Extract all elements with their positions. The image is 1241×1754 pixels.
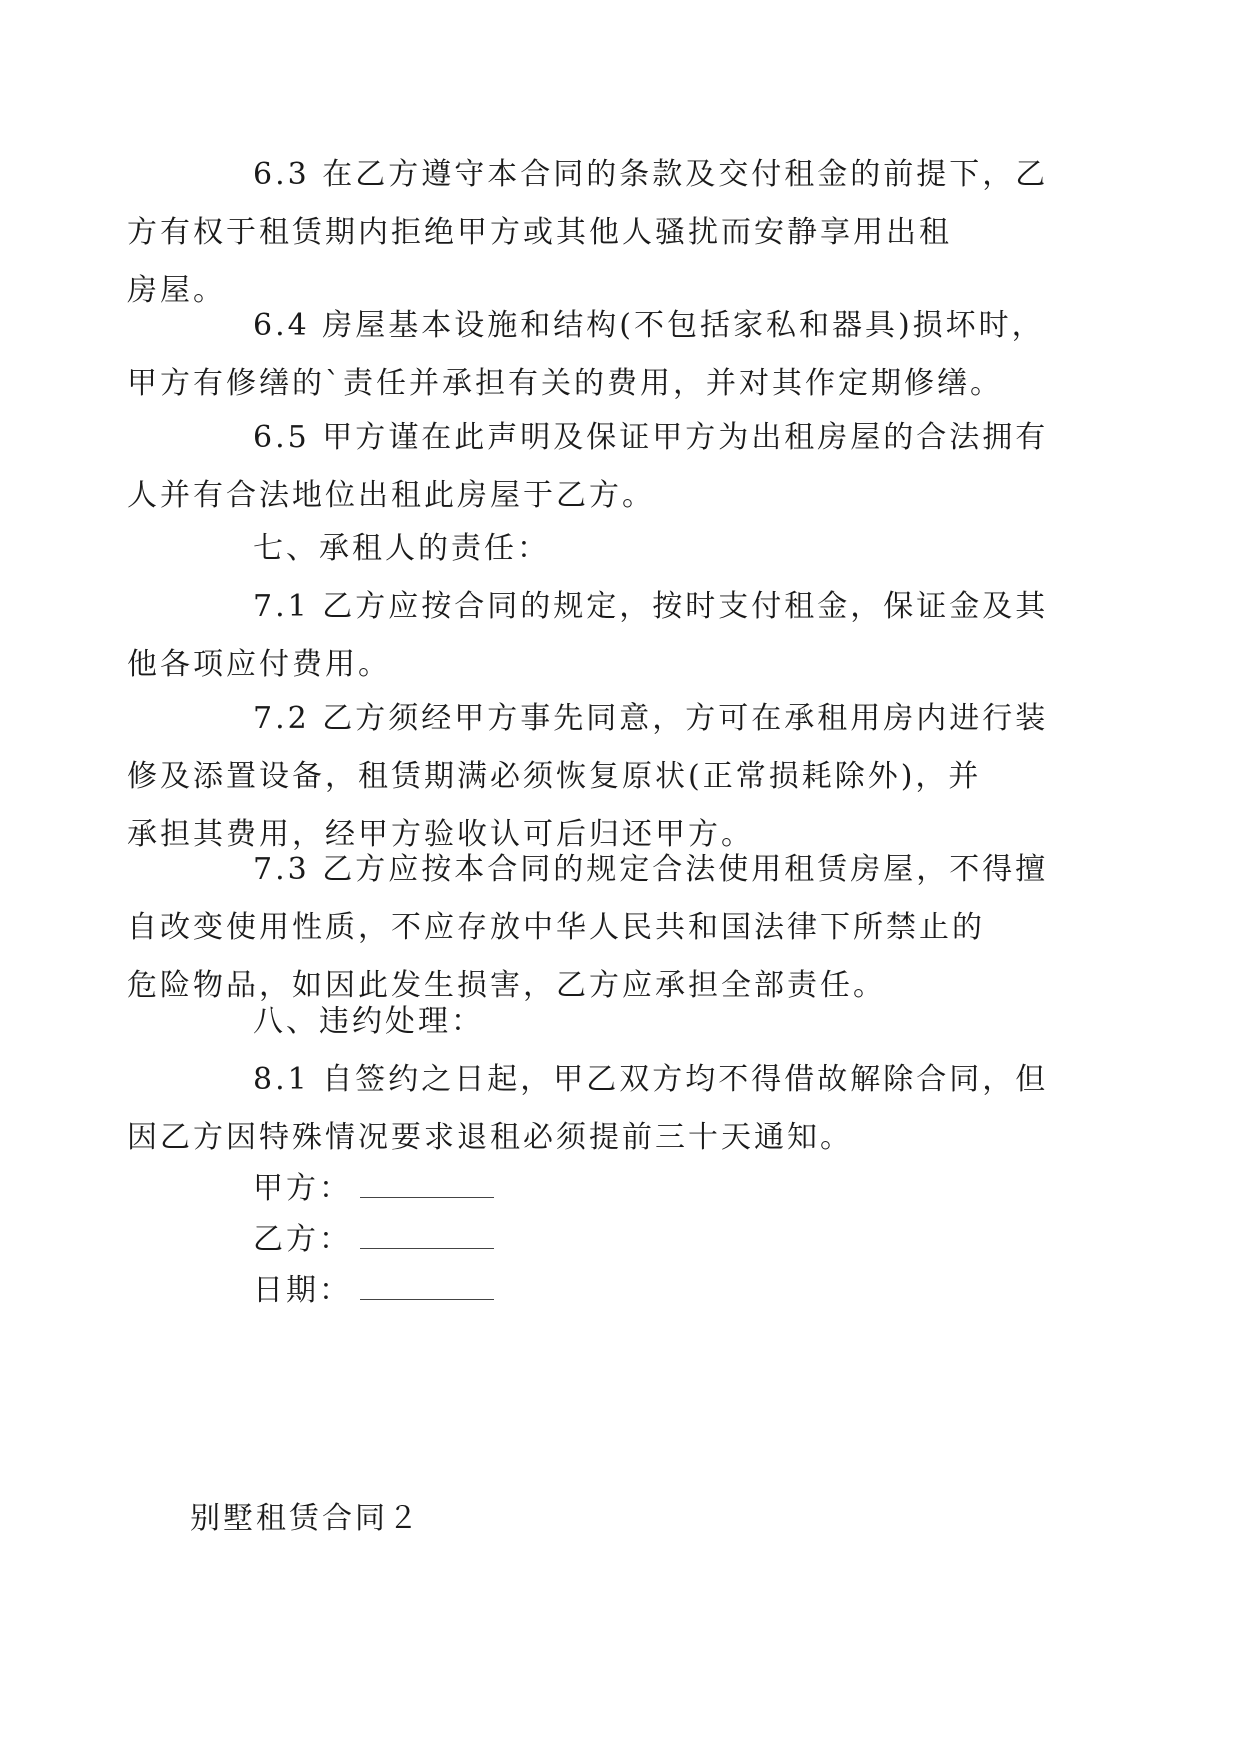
clause-6-4-line-2: 甲方有修缮的`责任并承担有关的费用，并对其作定期修缮。: [127, 366, 1003, 401]
clause-6-5: [127, 409, 1050, 525]
clause-6-4-line-1: 6.4 房屋基本设施和结构(不包括家私和器具)损坏时，: [253, 308, 1045, 343]
section-heading-8-text: 八、违约处理：: [253, 1004, 484, 1039]
clause-7-1-line-1: 7.1 乙方应按合同的规定，按时支付租金，保证金及其: [253, 589, 1049, 624]
clause-8-1-line-2: 因乙方因特殊情况要求退租必须提前三十天通知。: [127, 1120, 853, 1155]
clause-7-3-line-1: 7.3 乙方应按本合同的规定合法使用租赁房屋，不得擅: [253, 852, 1049, 887]
date-label: 日期：: [253, 1273, 352, 1308]
clause-7-2-line-2: 修及添置设备，租赁期满必须恢复原状(正常损耗除外)，并: [127, 759, 982, 794]
clause-7-3: [127, 841, 1050, 1015]
clause-8-1-line-1: 8.1 自签约之日起，甲乙双方均不得借故解除合同，但: [253, 1062, 1049, 1097]
clause-7-3-line-2: 自改变使用性质，不应存放中华人民共和国法律下所禁止的: [127, 910, 985, 945]
clause-7-1-line-2: 他各项应付费用。: [127, 647, 391, 682]
clause-6-5-line-1: 6.5 甲方谨在此声明及保证甲方为出租房屋的合法拥有: [253, 420, 1049, 455]
party-b-signature: [253, 1211, 494, 1269]
party-a-signature: [253, 1160, 494, 1218]
clause-7-2-line-3: 承担其费用，经甲方验收认可后归还甲方。: [127, 817, 754, 852]
clause-6-3-line-3: 房屋。: [127, 273, 226, 308]
clause-6-4: [127, 297, 1050, 413]
clause-7-1: [127, 578, 1050, 694]
clause-6-3-line-1: 6.3 在乙方遵守本合同的条款及交付租金的前提下，乙: [253, 157, 1049, 192]
next-section-title: 别墅租赁合同２: [190, 1501, 421, 1536]
party-b-label: 乙方：: [253, 1222, 352, 1257]
clause-7-2: [127, 690, 1050, 864]
clause-7-2-line-1: 7.2 乙方须经甲方事先同意，方可在承租用房内进行装: [253, 701, 1049, 736]
clause-7-3-line-3: 危险物品，如因此发生损害，乙方应承担全部责任。: [127, 968, 886, 1003]
clause-6-3: [127, 146, 1050, 320]
clause-6-3-line-2: 方有权于租赁期内拒绝甲方或其他人骚扰而安静享用出租: [127, 215, 952, 250]
section-heading-8: [190, 993, 1050, 1051]
party-a-blank-line[interactable]: [360, 1173, 494, 1198]
date-signature: [253, 1262, 494, 1320]
date-blank-line[interactable]: [360, 1275, 494, 1300]
section-heading-7: [190, 520, 1050, 578]
party-b-blank-line[interactable]: [360, 1224, 494, 1249]
section-heading-7-text: 七、承租人的责任：: [253, 531, 550, 566]
clause-6-5-line-2: 人并有合法地位出租此房屋于乙方。: [127, 478, 655, 513]
party-a-label: 甲方：: [253, 1171, 352, 1206]
clause-8-1: [127, 1051, 1050, 1167]
